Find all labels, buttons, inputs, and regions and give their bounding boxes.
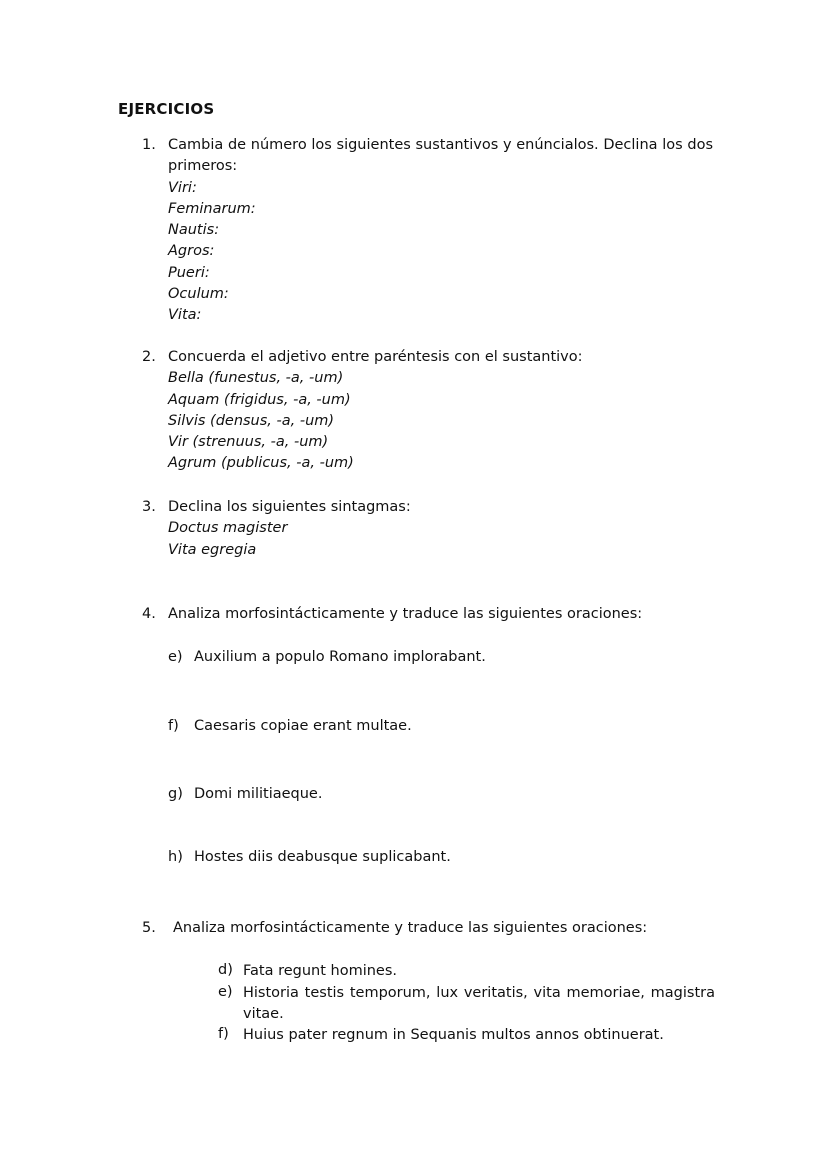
exercise-1-item: Nautis: [168, 222, 220, 239]
exercise-5-instruction: Analiza morfosintácticamente y traduce las siguientes oraciones: [173, 920, 648, 936]
exercise-2 [168, 347, 713, 475]
exercise-5-sentence-letter: e) [218, 984, 233, 1000]
exercise-3-number: 3. [142, 499, 156, 515]
exercise-2-number: 2. [142, 349, 156, 365]
exercise-1-item: Pueri: [168, 264, 210, 281]
exercise-1-instruction: Cambia de número los siguientes sustantivos y enúncialos. Declina los dos primeros: [168, 137, 713, 175]
exercise-4-sentence-letter: g) [168, 786, 183, 802]
exercise-1-item: Feminarum: [168, 200, 256, 217]
exercise-1-number: 1. [142, 137, 156, 153]
exercise-2-item: Vir (strenuus, -a, -um) [168, 434, 329, 451]
exercise-4-instruction: Analiza morfosintácticamente y traduce las siguientes oraciones: [168, 606, 643, 622]
exercise-2-item: Aquam (frigidus, -a, -um) [168, 391, 351, 408]
exercise-5-sentence-letter: d) [218, 962, 233, 978]
exercise-4-sentence-letter: h) [168, 849, 183, 865]
exercise-1-item: Oculum: [168, 286, 229, 303]
exercise-2-item: Agrum (publicus, -a, -um) [168, 455, 354, 472]
exercise-1-item: Agros: [168, 243, 215, 260]
exercise-5-sentence-letter: f) [218, 1026, 229, 1042]
page-title: EJERCICIOS [118, 100, 215, 118]
exercise-5-sentence: Historia testis temporum, lux veritatis, vita memoriae, magistra vitae. [243, 985, 715, 1022]
exercise-3 [168, 497, 713, 561]
exercise-4-sentence-letter: f) [168, 718, 179, 734]
exercise-2-item: Bella (funestus, -a, -um) [168, 370, 344, 387]
exercise-3-instruction: Declina los siguientes sintagmas: [168, 499, 411, 515]
exercise-1-item: Viri: [168, 179, 197, 196]
exercise-4-sentence: Caesaris copiae erant multae. [194, 718, 412, 734]
exercise-4-number: 4. [142, 606, 156, 622]
exercise-5-sentence: Fata regunt homines. [243, 963, 398, 979]
exercise-3-item: Vita egregia [168, 541, 257, 558]
exercise-5-sentence: Huius pater regnum in Sequanis multos annos obtinuerat. [243, 1027, 664, 1043]
exercise-4-sentence: Domi militiaeque. [194, 786, 323, 802]
exercise-1 [168, 135, 713, 327]
exercise-2-item: Silvis (densus, -a, -um) [168, 412, 335, 429]
exercise-4-sentence: Hostes diis deabusque suplicabant. [194, 849, 451, 865]
exercise-5-number: 5. [142, 920, 156, 936]
exercise-2-instruction: Concuerda el adjetivo entre paréntesis con el sustantivo: [168, 349, 583, 365]
exercise-3-item: Doctus magister [168, 520, 288, 537]
exercise-1-item: Vita: [168, 307, 202, 324]
exercise-4-sentence: Auxilium a populo Romano implorabant. [194, 649, 486, 665]
exercise-4-sentence-letter: e) [168, 649, 183, 665]
